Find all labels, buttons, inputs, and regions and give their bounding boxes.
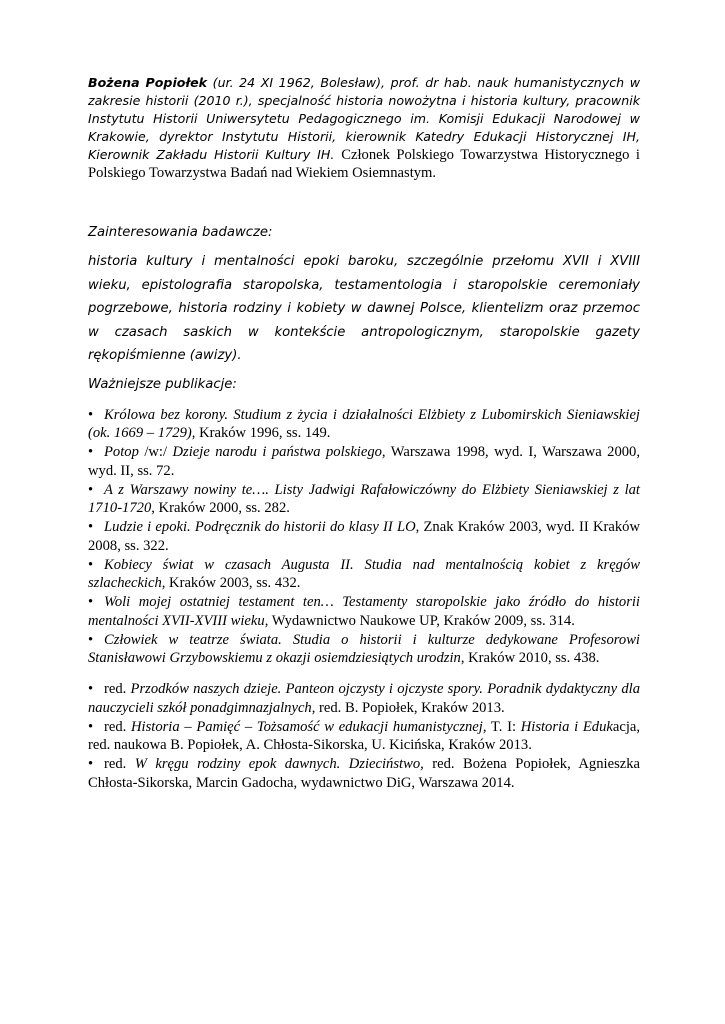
publication-item — [88, 406, 640, 443]
bullet-icon: • — [88, 519, 94, 535]
bullet-icon: • — [88, 481, 94, 498]
bullet-icon: • — [88, 406, 94, 423]
publication-details: acja, red. naukowa B. Popiołek, A. Chłosta-Sikorska, U. Kicińska, Kraków 2013. — [88, 718, 640, 753]
publication-details: , Znak Kraków 2003, wyd. II Kraków 2008, ss. 322. — [88, 519, 640, 554]
publication-item — [88, 518, 640, 555]
bullet-icon: • — [88, 631, 94, 648]
interests-text: historia kultury i mentalności epoki baroku, szczególnie przełomu XVII i XVIII wieku, epistolografia staropolska, testamentologia i staropolskie ceremoniały pogrzebowe, historia rodziny i kobiety w dawnej Polsce, klientelizm oraz przemoc w czasach saskich w kontekście antropologicznym, staropolskie gazety rękopiśmienne (awizy). — [88, 254, 640, 363]
publication-item — [88, 755, 640, 792]
publication-item — [88, 593, 640, 630]
publication-title: Przodków naszych dzieje. Panteon ojczysty i ojczyste spory. Poradnik dydaktyczny dla nauczycieli szkół ponadgimnazjalnych — [88, 681, 640, 716]
publication-title: Potop — [104, 444, 139, 460]
publication-details: , Kraków 2010, ss. 438. — [460, 650, 600, 666]
publication-item — [88, 680, 640, 717]
publications-list — [88, 406, 640, 668]
publication-title: Królowa bez korony. Studium z życia i działalności Elżbiety z Lubomirskich Sieniawskiej (ok. 1669 – 1729) — [88, 406, 640, 441]
edited-publications-list — [88, 680, 640, 792]
publication-title: A z Warszawy nowiny te…. Listy Jadwigi Rafałowiczówny do Elżbiety Sieniawskiej z lat 1710-1720 — [88, 481, 640, 516]
publication-title: W kręgu rodziny epok dawnych. Dzieciństwo, — [134, 756, 424, 772]
interests-heading: Zainteresowania badawcze: — [88, 225, 273, 240]
publication-details: , Kraków 2000, ss. 282. — [151, 500, 290, 516]
bullet-icon: • — [88, 444, 94, 460]
publication-mid: /w:/ — [138, 444, 173, 460]
publication-item — [88, 443, 640, 480]
publication-item — [88, 556, 640, 593]
author-name: Bożena Popiołek — [88, 75, 208, 90]
publication-mid: , T. I: — [482, 718, 521, 735]
publication-title: Kobiecy świat w czasach Augusta II. Studia nad mentalnością kobiet z kręgów szlacheckich — [88, 556, 640, 591]
bullet-icon: • — [88, 681, 94, 697]
publication-item — [88, 631, 640, 668]
document-page — [88, 74, 640, 793]
bio-plain-text: Członek Polskiego Towarzystwa Historycznego i Polskiego Towarzystwa Badań nad Wiekiem Osiemnastym. — [88, 147, 640, 181]
publication-details: , Kraków 1996, ss. 149. — [191, 425, 331, 441]
publication-item — [88, 481, 640, 518]
bio-italic-text: (ur. 24 XI 1962, Bolesław), prof. dr hab. nauk humanistycznych w zakresie historii (2010 r.), specjalność historia nowożytna i historia kultury, pracownik Instytutu Historii Uniwersytetu Pedagogicznego im. Komisji Edukacji Narodowej w Krakowie, dyrektor Instytutu Historii, kierownik Katedry Edukacji Historycznej IH, Kierownik Zakładu Historii Kultury IH. — [88, 75, 640, 162]
publication-title-secondary: Dzieje narodu i państwa polskiego, — [172, 444, 386, 460]
publication-title: Ludzie i epoki. Podręcznik do historii do klasy II LO — [104, 519, 416, 535]
publication-details: , Wydawnictwo Naukowe UP, Kraków 2009, ss. 314. — [264, 612, 575, 629]
bio-paragraph — [88, 74, 640, 182]
publication-prefix: red. — [104, 681, 131, 697]
publications-heading: Ważniejsze publikacje: — [88, 376, 237, 392]
publication-prefix: red. — [104, 718, 131, 735]
publication-item — [88, 718, 640, 755]
publication-details: , Kraków 2003, ss. 432. — [161, 575, 301, 591]
publication-details: red. Bożena Popiołek, Agnieszka Chłosta-Sikorska, Marcin Gadocha, wydawnictwo DiG, Warszawa 2014. — [88, 756, 640, 791]
bullet-icon: • — [88, 756, 94, 772]
bullet-icon: • — [88, 594, 94, 610]
bullet-icon: • — [88, 556, 94, 573]
publication-title: Woli mojej ostatniej testament ten… Testamenty staropolskie jako źródło do historii mentalności XVII-XVIII wieku — [88, 594, 640, 629]
bullet-icon: • — [88, 718, 94, 735]
publication-details: Warszawa 1998, wyd. I, Warszawa 2000, wyd. II, ss. 72. — [88, 444, 640, 479]
publication-title-secondary: Historia i Eduk — [520, 718, 613, 735]
publication-prefix: red. — [104, 756, 135, 772]
publication-title: Człowiek w teatrze świata. Studia o historii i kulturze dedykowane Profesorowi Stanisławowi Grzybowskiemu z okazji osiemdziesiątych urodzin — [88, 631, 640, 666]
publication-details: , red. B. Popiołek, Kraków 2013. — [311, 699, 505, 716]
publication-title: Historia – Pamięć – Tożsamość w edukacji humanistycznej — [131, 718, 483, 735]
